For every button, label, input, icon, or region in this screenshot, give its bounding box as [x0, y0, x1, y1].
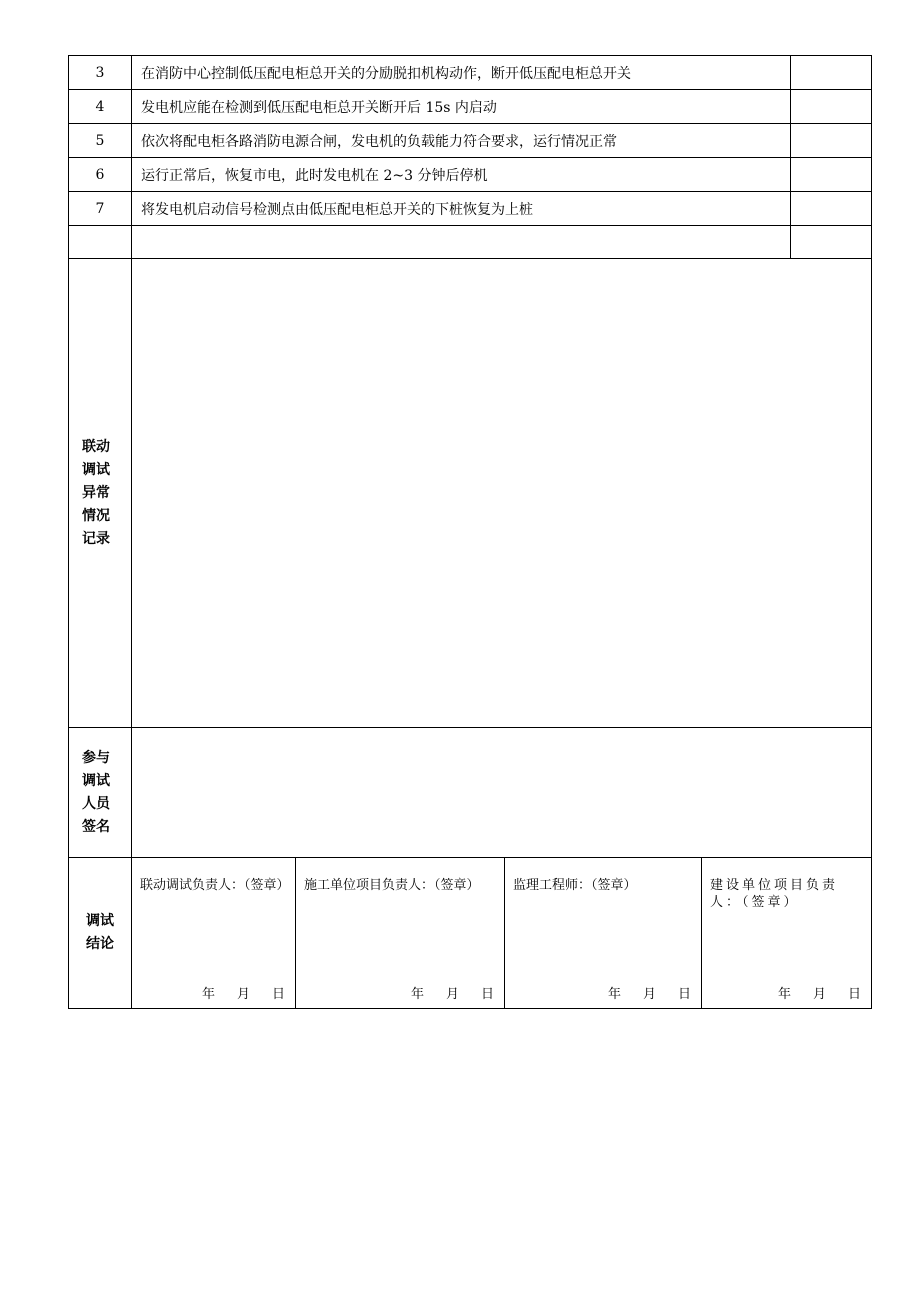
step-result-cell[interactable] [791, 56, 872, 90]
signature-label: 联动调试负责人：（签章） [140, 878, 290, 893]
step-description: 发电机应能在检测到低压配电柜总开关断开后 15s 内启动 [132, 90, 791, 124]
step-result-cell[interactable] [791, 158, 872, 192]
signature-cell-supervising-engineer[interactable] [505, 858, 702, 1009]
date-day: 日 [847, 987, 861, 1002]
signature-date [756, 983, 861, 1002]
step-number: 5 [69, 124, 132, 158]
date-month: 月 [445, 987, 459, 1002]
step-result-cell[interactable] [791, 90, 872, 124]
abnormal-record-row [69, 259, 872, 728]
step-result-cell[interactable] [791, 124, 872, 158]
signature-label: 监理工程师：（签章） [513, 878, 637, 893]
conclusion-label-text: 调试结论 [86, 913, 114, 952]
participants-label [69, 728, 132, 858]
step-result-cell[interactable] [791, 226, 872, 259]
step-row [69, 158, 872, 192]
date-day: 日 [677, 987, 691, 1002]
step-row [69, 192, 872, 226]
signature-label: 施工单位项目负责人：（签章） [304, 878, 480, 893]
conclusion-label [69, 858, 132, 1009]
date-year: 年 [607, 987, 621, 1002]
step-description: 将发电机启动信号检测点由低压配电柜总开关的下桩恢复为上桩 [132, 192, 791, 226]
signature-cell-owner-manager[interactable] [702, 858, 872, 1009]
signature-cell-commissioning-lead[interactable] [132, 858, 296, 1009]
date-year: 年 [777, 987, 791, 1002]
participants-row [69, 728, 872, 858]
date-day: 日 [271, 987, 285, 1002]
date-month: 月 [812, 987, 826, 1002]
signature-date [389, 983, 494, 1002]
step-number: 7 [69, 192, 132, 226]
date-year: 年 [410, 987, 424, 1002]
step-result-cell[interactable] [791, 192, 872, 226]
step-number [69, 226, 132, 259]
date-day: 日 [480, 987, 494, 1002]
step-description: 运行正常后，恢复市电，此时发电机在 2~3 分钟后停机 [132, 158, 791, 192]
step-description: 依次将配电柜各路消防电源合闸，发电机的负载能力符合要求，运行情况正常 [132, 124, 791, 158]
participants-label-text: 参与调试人员签名 [82, 749, 110, 835]
step-number: 6 [69, 158, 132, 192]
participants-signature-area[interactable] [132, 728, 872, 858]
step-row [69, 56, 872, 90]
date-year: 年 [201, 987, 215, 1002]
step-row [69, 90, 872, 124]
signature-date [180, 983, 285, 1002]
abnormal-record-content[interactable] [132, 259, 872, 728]
step-description[interactable] [132, 226, 791, 259]
abnormal-record-label [69, 259, 132, 728]
commissioning-record-table [68, 55, 872, 1009]
step-number: 4 [69, 90, 132, 124]
date-month: 月 [236, 987, 250, 1002]
step-row [69, 124, 872, 158]
date-month: 月 [642, 987, 656, 1002]
signature-cell-construction-manager[interactable] [296, 858, 505, 1009]
step-row-empty [69, 226, 872, 259]
step-number: 3 [69, 56, 132, 90]
abnormal-record-label-text: 联动调试异常情况记录 [82, 438, 110, 547]
signature-label: 建设单位项目负责人：（签章） [710, 878, 839, 910]
step-description: 在消防中心控制低压配电柜总开关的分励脱扣机构动作，断开低压配电柜总开关 [132, 56, 791, 90]
conclusion-row [69, 858, 872, 1009]
signature-date [586, 983, 691, 1002]
